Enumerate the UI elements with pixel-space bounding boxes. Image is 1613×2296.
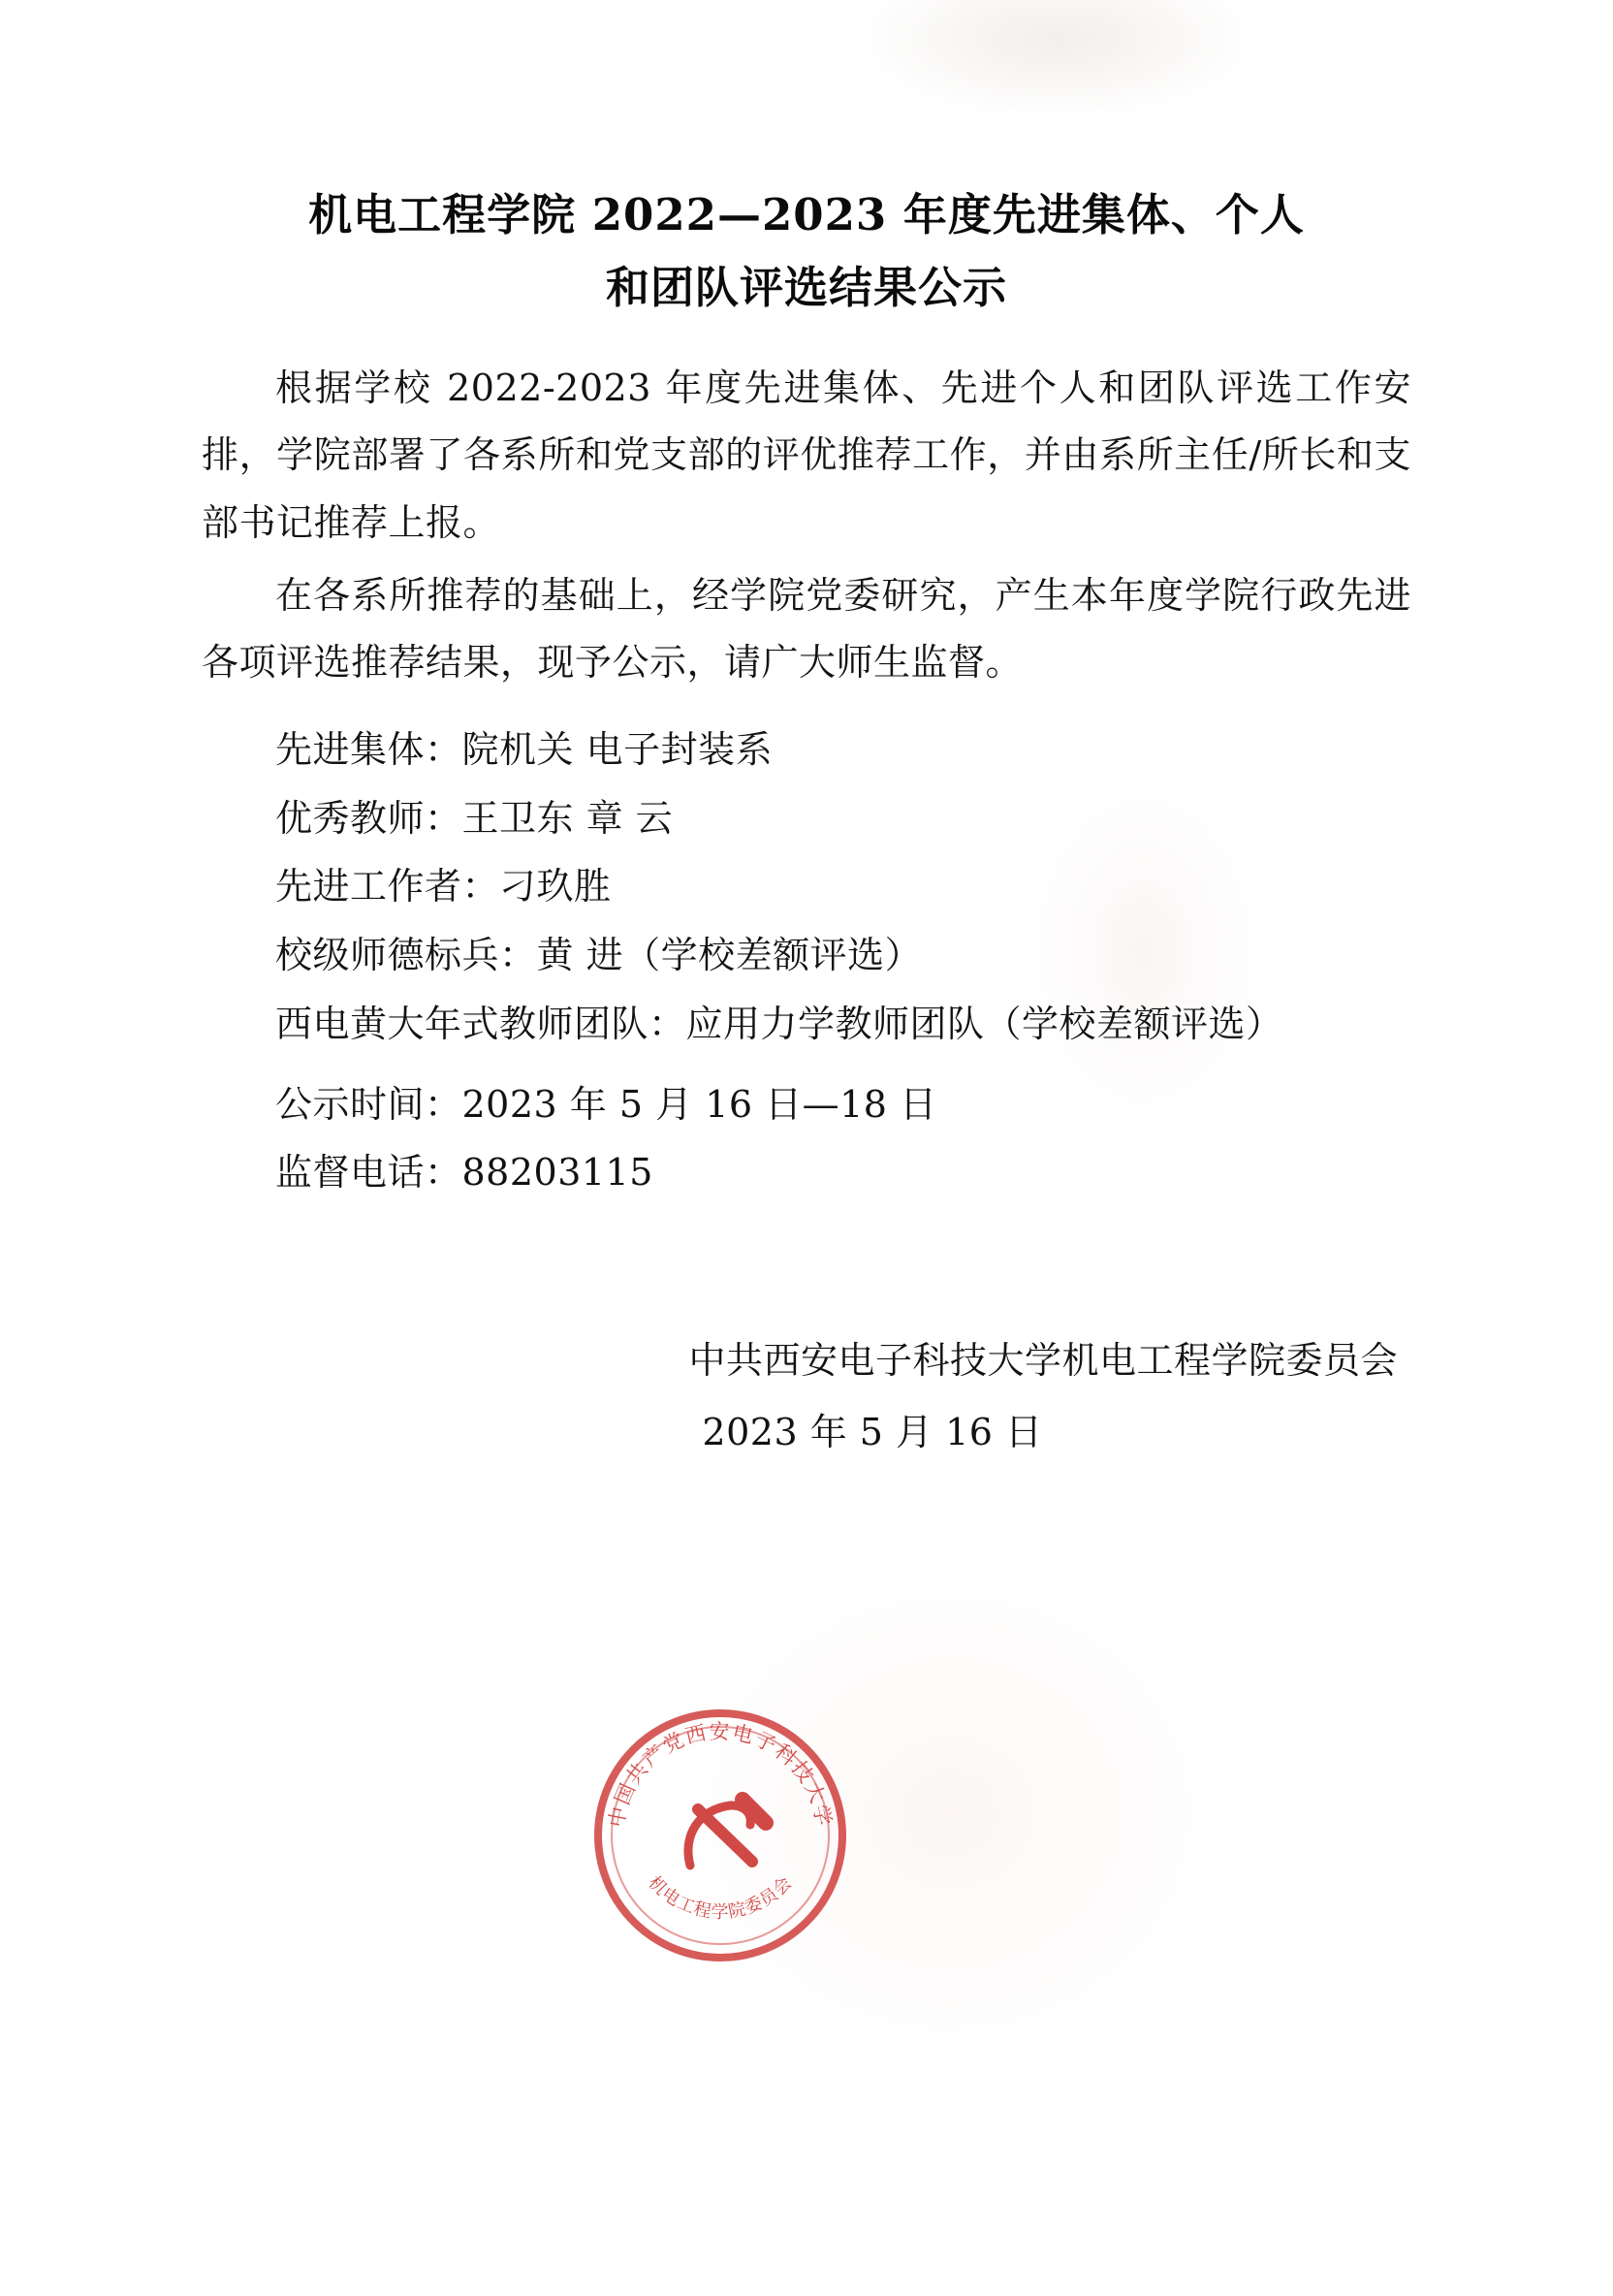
document-body xyxy=(202,180,1411,1468)
seal-text-top: 中国共产党西安电子科技大学 xyxy=(604,1720,837,1830)
signature-date: 2023 年 5 月 16 日 xyxy=(702,1411,1043,1454)
list-item: 西电黄大年式教师团队：应用力学教师团队（学校差额评选） xyxy=(275,1002,1283,1045)
supervision-phone: 监督电话：88203115 xyxy=(275,1151,653,1195)
page-title: 机电工程学院 2022—2023 年度先进集体、个人 xyxy=(308,189,1305,240)
signature-block xyxy=(202,1325,1411,1467)
list-item: 先进工作者：刁玖胜 xyxy=(275,865,612,909)
signer-name: 中共西安电子科技大学机电工程学院委员会 xyxy=(688,1339,1398,1383)
svg-text:中国共产党西安电子科技大学 xyxy=(605,1720,836,1830)
list-item: 校级师德标兵：黄 进（学校差额评选） xyxy=(275,933,923,976)
list-item: 先进集体：院机关 电子封装系 xyxy=(275,727,774,771)
seal-text-bottom: 机电工程学院委员会 xyxy=(644,1872,797,1923)
official-seal xyxy=(589,1705,851,1966)
notice-time: 公示时间：2023 年 5 月 16 日—18 日 xyxy=(275,1083,937,1127)
paragraph-1: 根据学校 2022-2023 年度先进集体、先进个人和团队评选工作安排，学院部署了各系所和党支部的评优推荐工作，并由系所主任/所长和支部书记推荐上报。 xyxy=(202,367,1411,544)
paragraph-2: 在各系所推荐的基础上，经学院党委研究，产生本年度学院行政先进各项评选推荐结果，现予公示，请广大师生监督。 xyxy=(202,573,1411,684)
list-item: 优秀教师：王卫东 章 云 xyxy=(275,796,674,840)
award-list xyxy=(202,716,1411,1058)
page-title-second-line: 和团队评选结果公示 xyxy=(605,262,1007,314)
intro-paragraphs xyxy=(202,355,1411,696)
notice-meta xyxy=(202,1071,1411,1207)
svg-text:机电工程学院委员会 xyxy=(644,1872,796,1923)
